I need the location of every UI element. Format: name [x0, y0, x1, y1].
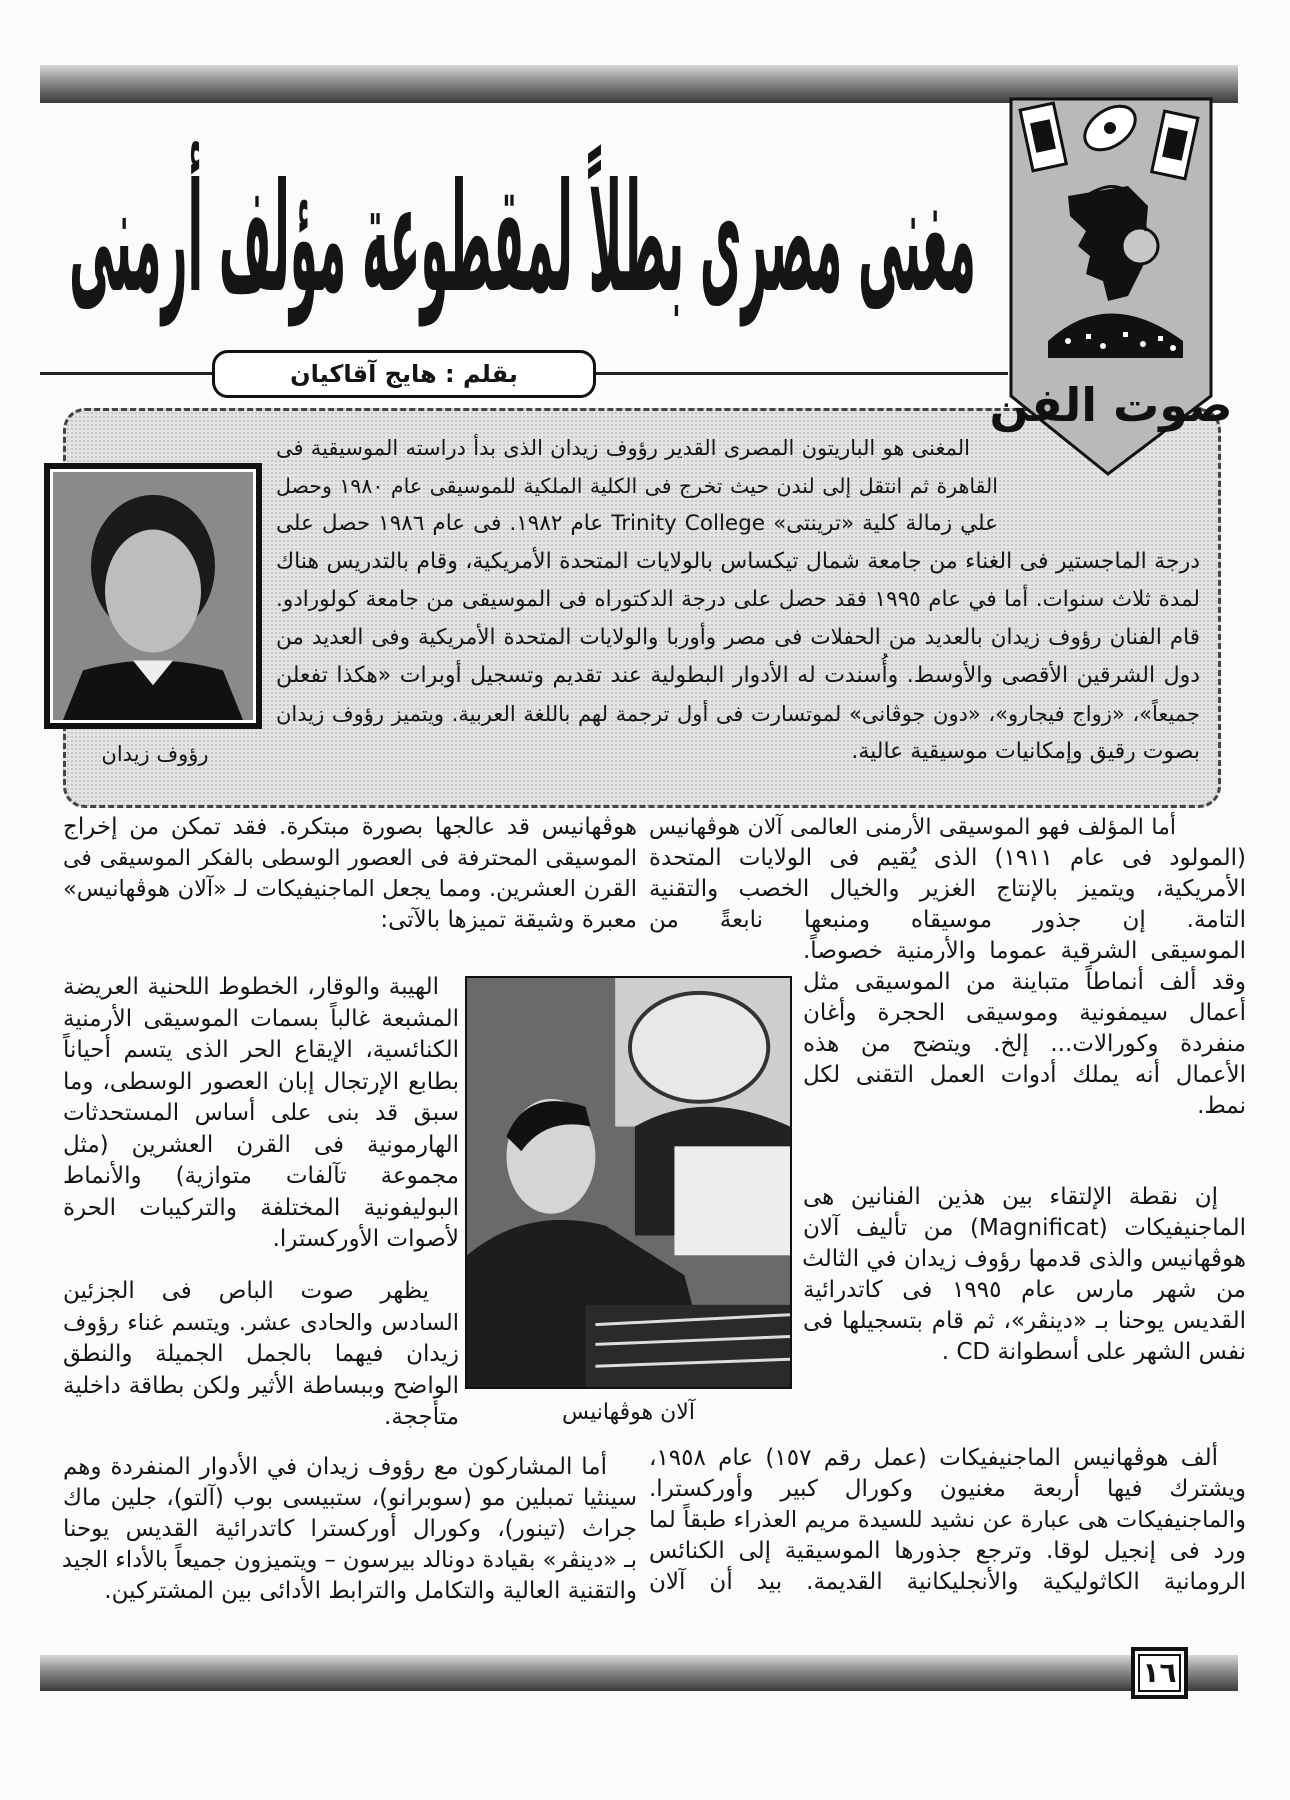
text-line: سبق قد بنى على أساس المستحدثات: [63, 1100, 459, 1126]
text-line: الموسيقى الشرقية عموما والأرمنية خصوصاً.: [803, 938, 1246, 964]
text-line: زيدان فيهما بالجمل الجميلة والنطق: [63, 1341, 459, 1367]
photo-caption: رؤوف زيدان: [101, 742, 209, 766]
text-line: جراث (تينور)، وكورال أوركسترا كاتدرائية القديس يوحنا: [63, 1516, 637, 1542]
text-line: الأمريكية، ويتميز بالإنتاج الغزير والخيال الخصب والتقنية: [649, 876, 1246, 902]
text-line: دول الشرقين الأقصى والأوسط. وأُسندت له الأدوار البطولية عند تقديم وتسجيل أوبرات «هكذا تفعلن: [276, 663, 1200, 688]
text-line: لمدة ثلاث سنوات. أما في عام ١٩٩٥ فقد حصل على درجة الدكتوراه فى الموسيقى من جامعة كولورادو.: [276, 587, 1200, 612]
left-column-text: [63, 1452, 637, 1607]
bio-text: [276, 429, 998, 543]
text-line: البوليفونية المختلفة والتركيبات الحرة: [63, 1194, 459, 1221]
text-line: القديس يوحنا بـ «دينڤر»، ثم قام بتسجيلها فى: [803, 1308, 1246, 1334]
text-line: ويشترك فيها أربعة مغنيون وكورال كبير وأوركسترا.: [649, 1476, 1246, 1502]
text-line: قام الفنان رؤوف زيدان بالعديد من الحفلات فى مصر وأوربا والولايات المتحدة الأمريكية وفى العديد من: [276, 625, 1200, 650]
text-line: متأججة.: [384, 1404, 459, 1430]
text-line: جميعاً»، «زواج فيجارو»، «دون جوڤانى» لموتسارت فى أول ترجمة لهم باللغة العربية. ويتميز رؤوف زيدان: [276, 702, 1200, 726]
text-line: علي زمالة كلية «ترينتى» Trinity College عام ١٩٨٢. فى عام ١٩٨٦ حصل على: [276, 511, 998, 536]
text-line: بطابع الإرتجال إبان العصور الوسطى، وما: [63, 1068, 459, 1095]
text-line: منفردة وكورالات... إلخ. ويتضح من هذه: [803, 1031, 1246, 1057]
section-logo-label: صوت الفن: [989, 378, 1233, 432]
text-line: القاهرة ثم انتقل إلى لندن حيث تخرج فى الكلية الملكية للموسيقى عام ١٩٨٠ وحصل: [276, 474, 998, 498]
text-line: الواضح وببساطة الأثير ولكن بطاقة داخلية: [63, 1372, 459, 1399]
section-logo-sout-al-fann: [989, 96, 1233, 478]
text-line: وقد ألف أنماطاً متباينة من الموسيقى مثل: [803, 969, 1246, 995]
right-column-text: [649, 812, 1246, 936]
photo-caption: آلان هوڤهانيس: [562, 1400, 695, 1425]
text-line: المشبعة غالباً بسمات الموسيقى الأرمنية: [63, 1005, 459, 1032]
left-column-text: [63, 972, 459, 1256]
text-line: ورد فى إنجيل لوقا. وترجع جذورها الموسيقية إلى الكنائس: [649, 1538, 1246, 1564]
text-line: الهيبة والوقار، الخطوط اللحنية العريضة: [63, 974, 439, 1000]
text-line: يظهر صوت الباص فى الجزئين: [63, 1278, 429, 1304]
text-line: القرن العشرين. ومما يجعل الماجنيفيكات لـ «آلان هوڤهانيس»: [63, 876, 637, 902]
text-line: أعمال سيمفونية وموسيقى الحجرة وأغان: [803, 1000, 1246, 1026]
text-line: والتقنية العالية والتكامل والترابط الأدائى بين المشتركين.: [104, 1578, 637, 1604]
text-line: هوڤهانيس والذى قدمها رؤوف زيدان في الثالث: [802, 1246, 1246, 1272]
text-line: لأصوات الأوركسترا.: [272, 1226, 459, 1252]
text-line: نمط.: [1197, 1093, 1246, 1119]
photo-alan-hovhaness: [465, 976, 792, 1389]
text-line: أما المشاركون مع رؤوف زيدان في الأدوار المنفردة وهم: [63, 1454, 607, 1480]
bio-text: [276, 543, 1200, 771]
text-line: التامة. إن جذور موسيقاه ومنبعها نابعةً من: [649, 907, 1246, 933]
text-line: نفس الشهر على أسطوانة CD .: [941, 1339, 1246, 1365]
text-line: السادس والحادى عشر. ويتسم غناء رؤوف: [63, 1309, 459, 1336]
byline: بقلم : هايج آقاكيان: [212, 350, 596, 398]
text-line: الموسيقى المحترفة فى العصور الوسطى بالفكر الموسيقى فى: [63, 846, 637, 871]
text-line: من شهر مارس عام ١٩٩٥ فى كاتدرائية: [803, 1277, 1246, 1303]
text-line: مجموعة تآلفات متوازية) والأنماط: [63, 1163, 459, 1189]
text-line: بـ «دينڤر» بقيادة دونالد بيرسون – ويتميزون جميعاً بالأداء الجيد: [61, 1547, 637, 1573]
text-line: سينثيا تمبلين مو (سوبرانو)، ستبيسى بوب (آلتو)، جلين ماك: [63, 1485, 637, 1511]
text-line: والماجنيفيكات هى عبارة عن نشيد للسيدة مريم العذراء طبقاً لما: [649, 1507, 1246, 1533]
photo-raouf-zeidan: [44, 463, 262, 729]
text-line: الرومانية الكاثوليكية والأنجليكانية القديمة. بيد أن آلان: [649, 1569, 1246, 1595]
footer-bar: [40, 1655, 1238, 1691]
text-line: الهارمونية فى القرن العشرين (مثل: [63, 1131, 459, 1158]
page-number: ١٦: [1131, 1647, 1188, 1699]
text-line: المغنى هو الباريتون المصرى القدير رؤوف زيدان الذى بدأ دراسته الموسيقية فى: [276, 436, 970, 460]
text-line: بصوت رقيق وإمكانيات موسيقية عالية.: [851, 739, 1200, 764]
text-line: الماجنيفيكات (Magnificat) من تأليف آلان: [803, 1215, 1246, 1241]
text-line: درجة الماجستير فى الغناء من جامعة شمال تيكساس بالولايات المتحدة الأمريكية، وقام بالتدريس هناك: [276, 549, 1200, 574]
text-line: ألف هوڤهانيس الماجنيفيكات (عمل رقم ١٥٧) عام ١٩٥٨،: [649, 1445, 1218, 1471]
text-line: هوڤهانيس قد عالجها بصورة مبتكرة. فقد تمكن من إخراج: [63, 814, 637, 840]
text-line: الكنائسية، الإيقاع الحر الذى يتسم أحياناً: [63, 1037, 459, 1063]
right-column-text: [803, 936, 1246, 1122]
text-line: إن نقطة الإلتقاء بين هذين الفنانين هى: [803, 1184, 1218, 1210]
right-column-text: [649, 1443, 1246, 1598]
text-line: (المولود فى عام ١٩١١) الذى يُقيم فى الولايات المتحدة: [649, 845, 1246, 871]
left-column-text: [63, 1276, 459, 1434]
right-column-text: [803, 1182, 1246, 1368]
text-line: معبرة وشيقة تميزها بالآتى:: [380, 907, 637, 933]
text-line: الأعمال أنه يملك أدوات العمل التقنى لكل: [803, 1062, 1246, 1088]
left-column-text: [63, 812, 637, 936]
article-title: مغنى مصرى بطلاً لمقطوعة مؤلف أرمنى: [69, 152, 976, 327]
text-line: أما المؤلف فهو الموسيقى الأرمنى العالمى آلان هوڤهانيس: [649, 815, 1176, 840]
